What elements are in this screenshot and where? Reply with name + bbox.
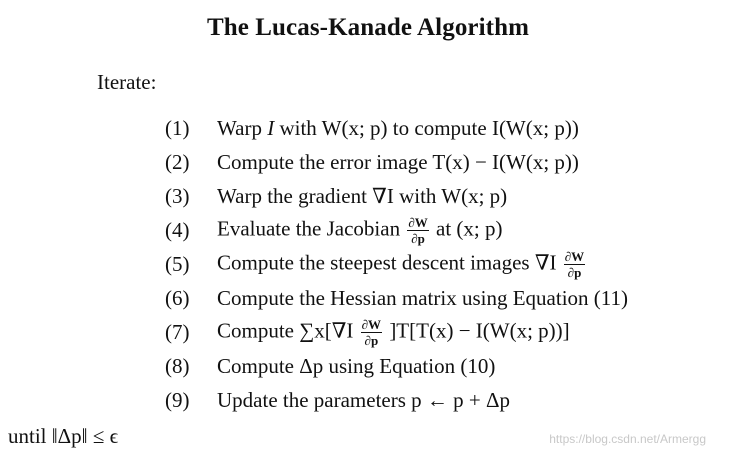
algorithm-steps bbox=[165, 111, 628, 417]
step-text bbox=[217, 216, 503, 245]
step-number: (5) bbox=[165, 251, 190, 276]
fraction-denominator: ∂p bbox=[411, 230, 425, 246]
fraction-numerator: ∂W bbox=[408, 214, 428, 230]
step-text: Compute Δp using Equation (10) bbox=[217, 353, 496, 378]
step-number: (8) bbox=[165, 353, 190, 378]
iterate-label: Iterate: bbox=[97, 70, 157, 94]
step-text: Compute the Hessian matrix using Equation (11) bbox=[217, 285, 628, 310]
step-text bbox=[217, 318, 570, 347]
step-number: (7) bbox=[165, 319, 190, 344]
step-number: (9) bbox=[165, 387, 190, 412]
step-text-part: Warp bbox=[217, 115, 268, 140]
step-text-part: at (x; p) bbox=[436, 215, 503, 240]
step-number: (6) bbox=[165, 285, 190, 310]
fraction-denominator: ∂p bbox=[567, 264, 582, 280]
watermark-text: https://blog.csdn.net/Armergg bbox=[549, 432, 706, 446]
step-text: Update the parameters p ← p + Δp bbox=[217, 387, 511, 412]
fraction-numerator: ∂W bbox=[564, 248, 585, 264]
step-text-part: with W(x; p) to compute I(W(x; p)) bbox=[274, 115, 579, 140]
step-7 bbox=[165, 315, 628, 349]
step-text: Compute the error image T(x) − I(W(x; p)) bbox=[217, 149, 579, 174]
jacobian-fraction bbox=[361, 318, 382, 347]
step-number: (3) bbox=[165, 183, 190, 208]
fraction-denominator: ∂p bbox=[364, 332, 379, 348]
fraction-numerator: ∂W bbox=[361, 316, 382, 332]
until-condition: until ‖Δp‖ ≤ ϵ bbox=[8, 424, 119, 448]
step-text: Warp the gradient ∇I with W(x; p) bbox=[217, 183, 508, 208]
step-text-part: Compute the steepest descent images ∇I bbox=[217, 249, 562, 274]
step-6 bbox=[165, 281, 628, 315]
step-text bbox=[217, 116, 579, 141]
step-text-part: Evaluate the Jacobian bbox=[217, 215, 406, 240]
step-3 bbox=[165, 179, 628, 213]
step-number: (4) bbox=[165, 217, 190, 242]
jacobian-fraction bbox=[407, 216, 428, 245]
step-text bbox=[217, 250, 587, 279]
jacobian-fraction bbox=[564, 250, 585, 279]
step-5 bbox=[165, 247, 628, 281]
algorithm-title: The Lucas-Kanade Algorithm bbox=[206, 14, 530, 41]
step-9 bbox=[165, 383, 628, 417]
step-4 bbox=[165, 213, 628, 247]
step-text-part: Compute ∑x[∇I bbox=[217, 317, 359, 342]
step-2 bbox=[165, 145, 628, 179]
step-math: I bbox=[267, 115, 275, 140]
step-number: (1) bbox=[165, 115, 190, 140]
step-1 bbox=[165, 111, 628, 145]
step-8 bbox=[165, 349, 628, 383]
step-text-part: ]T[T(x) − I(W(x; p))] bbox=[389, 317, 570, 342]
step-number: (2) bbox=[165, 149, 190, 174]
